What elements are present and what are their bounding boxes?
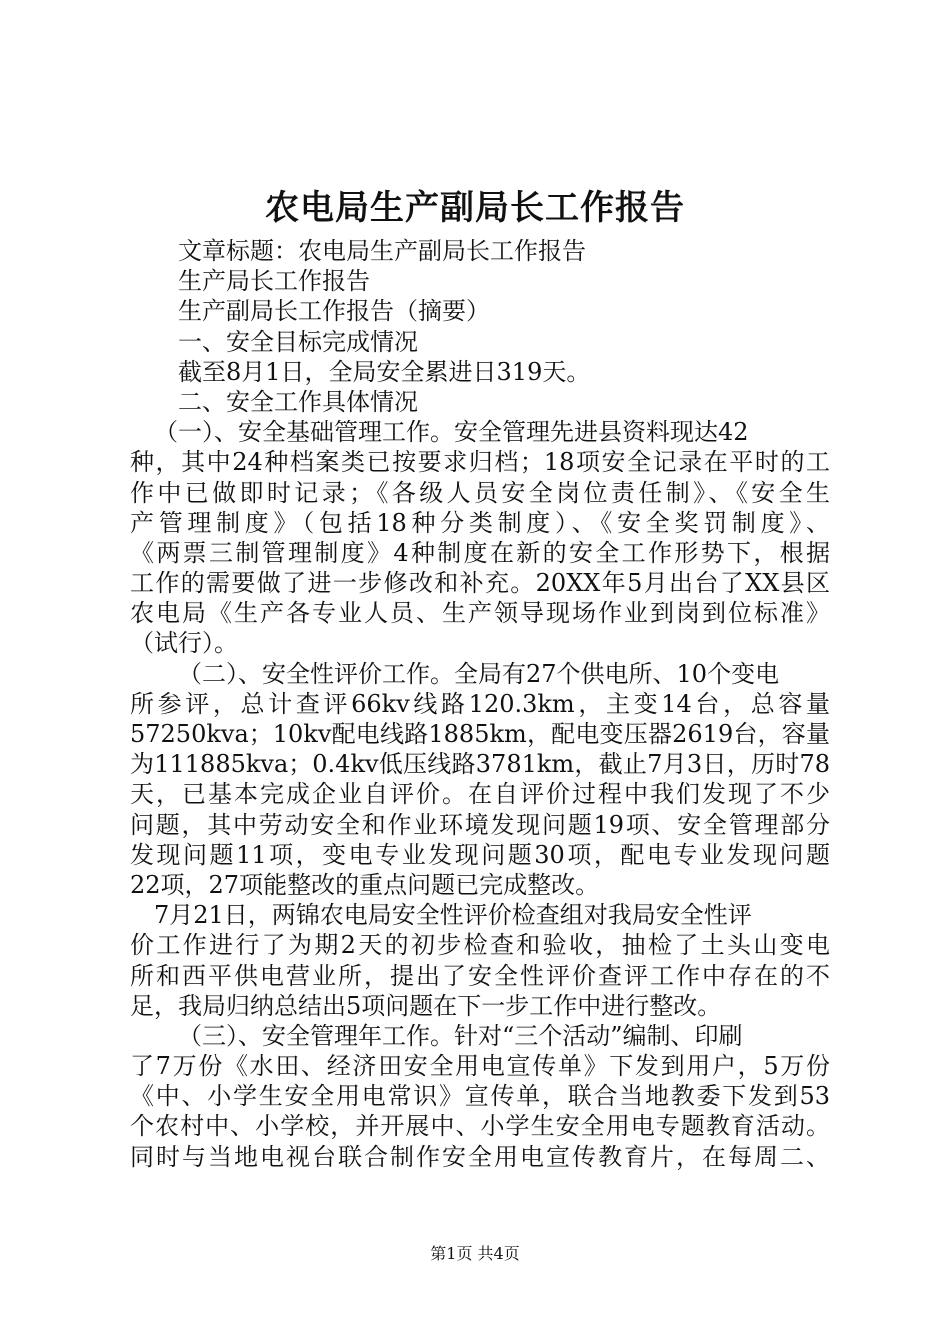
text-line: 天，已基本完成企业自评价。在自评价过程中我们发现了不少 (130, 780, 830, 809)
text-line: 问题，其中劳动安全和作业环境发现问题19项、安全管理部分 (130, 810, 830, 839)
text-line: 足，我局归纳总结出5项问题在下一步工作中进行整改。 (130, 991, 722, 1020)
text-line: 所参评，总计查评66kv线路120.3km，主变14台，总容量 (130, 689, 830, 718)
text-line: 价工作进行了为期2天的初步检查和验收，抽检了土头山变电 (130, 931, 830, 960)
text-line: （试行）。 (130, 629, 238, 658)
text-line: 产管理制度》（包括18种分类制度）、《安全奖罚制度》、 (130, 508, 830, 537)
text-line: 22项，27项能整改的重点问题已完成整改。 (130, 870, 600, 899)
text-line: 发现问题11项，变电专业发现问题30项，配电专业发现问题 (130, 840, 830, 869)
text-line: 农电局《生产各专业人员、生产领导现场作业到岗到位标准》 (130, 599, 830, 628)
text-line: 工作的需要做了进一步修改和补充。20XX年5月出台了XX县区 (130, 569, 830, 598)
page-footer: 第1页 共4页 (430, 1244, 520, 1263)
text-line: （一）、安全基础管理工作。安全管理先进县资料现达42 (154, 418, 749, 447)
text-line: 文章标题：农电局生产副局长工作报告 (178, 237, 586, 265)
text-line: 种，其中24种档案类已按要求归档；18项安全记录在平时的工 (130, 448, 830, 477)
text-line: 二、安全工作具体情况 (178, 387, 418, 416)
text-line: （三）、安全管理年工作。针对“三个活动”编制、印刷 (178, 1021, 743, 1050)
text-line: 《两票三制管理制度》4种制度在新的安全工作形势下，根据 (130, 538, 830, 567)
text-line: 个农村中、小学校，并开展中、小学生安全用电专题教育活动。 (130, 1112, 830, 1141)
text-line: 同时与当地电视台联合制作安全用电宣传教育片，在每周二、 (130, 1142, 830, 1171)
text-line: 作中已做即时记录；《各级人员安全岗位责任制》、《安全生 (130, 478, 830, 507)
text-line: 57250kva；10kv配电线路1885km，配电变压器2619台，容量 (130, 720, 830, 748)
text-line: 一、安全目标完成情况 (178, 327, 418, 356)
text-line: 截至8月1日，全局安全累进日319天。 (178, 357, 591, 386)
text-line: 7月21日，两锦农电局安全性评价检查组对我局安全性评 (154, 901, 752, 930)
text-line: （二）、安全性评价工作。全局有27个供电所、10个变电 (178, 659, 780, 688)
text-line: 所和西平供电营业所，提出了安全性评价查评工作中存在的不 (130, 961, 830, 990)
text-line: 了7万份《水田、经济田安全用电宣传单》下发到用户，5万份 (130, 1052, 830, 1081)
text-line: 生产副局长工作报告（摘要） (178, 297, 490, 326)
text-line: 为111885kva；0.4kv低压线路3781km，截止7月3日，历时78 (130, 750, 830, 779)
document-title: 农电局生产副局长工作报告 (265, 188, 685, 228)
text-line: 《中、小学生安全用电常识》宣传单，联合当地教委下发到53 (130, 1082, 830, 1111)
text-line: 生产局长工作报告 (178, 267, 370, 296)
document-body (130, 236, 830, 1172)
